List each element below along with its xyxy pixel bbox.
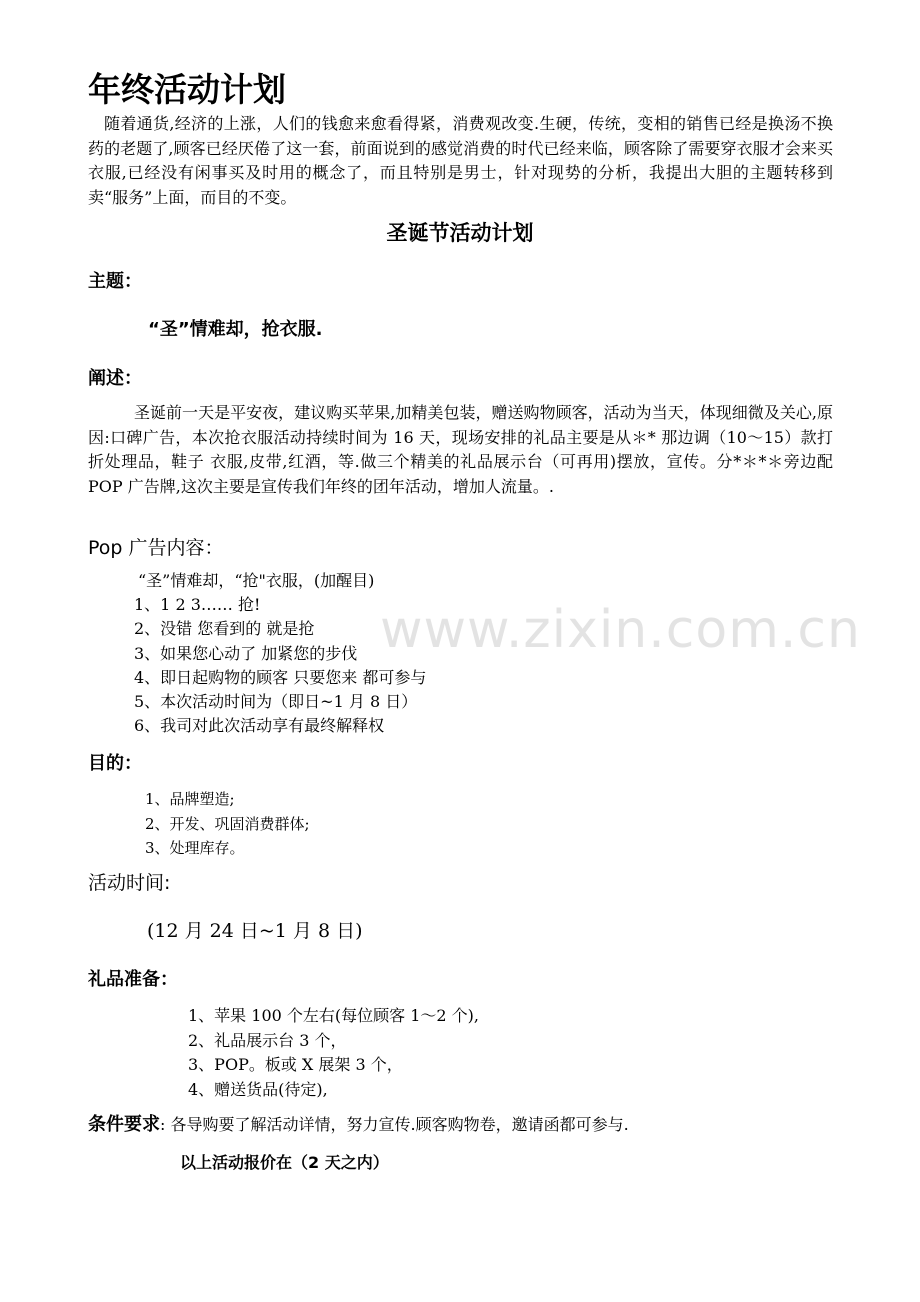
list-item: 2、礼品展示台 3 个， (188, 1030, 347, 1050)
conditions-line (88, 1112, 629, 1138)
list-item: 3、如果您心动了 加紧您的步伐 (134, 643, 358, 663)
conditions-label: 条件要求 (88, 1114, 160, 1135)
document-title: 年终活动计划 (88, 70, 286, 109)
list-item: 6、我司对此次活动享有最终解释权 (134, 716, 385, 736)
description-heading: 阐述： (88, 368, 142, 389)
list-item: 4、即日起购物的顾客 只要您来 都可参与 (134, 667, 427, 687)
list-item: 2、没错 您看到的 就是抢 (134, 619, 315, 639)
list-item: 1、1 2 3…… 抢! (134, 595, 261, 615)
list-item: 2、开发、巩固消费群体; (145, 814, 310, 833)
list-item: 1、品牌塑造; (145, 790, 235, 808)
schedule-heading: 活动时间: (88, 872, 171, 894)
list-item: 3、POP。板或 X 展架 3 个， (188, 1055, 403, 1074)
list-item: 1、苹果 100 个左右(每位顾客 1～2 个), (188, 1006, 479, 1025)
list-item: 3、处理库存。 (145, 839, 245, 857)
pop-list (134, 569, 426, 738)
section-title: 圣诞节活动计划 (386, 221, 534, 245)
goal-heading: 目的： (88, 753, 142, 774)
conditions-text: : 各导购要了解活动详情，努力宣传.顾客购物卷，邀请函都可参与. (160, 1115, 629, 1134)
description-paragraph: 圣诞前一天是平安夜，建议购买苹果,加精美包装，赠送购物顾客，活动为当天，体现细微及关心,原因:口碑广告，本次抢衣服活动持续时间为 16 天，现场安排的礼品主要是从＊* 那边调（10～15）款打折处理品，鞋子 衣服,皮带,红酒，等.做三个精美的礼品展示台（可再用)摆放，宣传。分*＊*＊旁边配 POP 广告牌,这次主要是宣传我们年终的团年活动，增加人流量。. (88, 403, 833, 496)
list-item: “圣”情难却，“抢"衣服，(加醒目) (138, 571, 375, 590)
quote-note: 以上活动报价在（2 天之内） (180, 1153, 389, 1172)
schedule-text: (12 月 24 日~1 月 8 日) (147, 920, 363, 942)
theme-text: “圣”情难却，抢衣服. (148, 319, 323, 340)
list-item: 5、本次活动时间为（即日~1 月 8 日） (134, 692, 418, 712)
watermark: www.zixin.com.cn (380, 600, 861, 660)
pop-heading: Pop 广告内容： (88, 537, 224, 559)
theme-heading: 主题： (88, 271, 142, 292)
list-item: 4、赠送货品(待定), (188, 1079, 328, 1099)
intro-paragraph: 随着通货,经济的上涨，人们的钱愈来愈看得紧，消费观改变.生硬，传统，变相的销售已经是换汤不换药的老题了,顾客已经厌倦了这一套，前面说到的感觉消费的时代已经来临，顾客除了需要穿衣服才会来买衣服,已经没有闲事买及时用的概念了，而且特别是男士，针对现势的分析，我提出大胆的主题转移到卖“服务”上面，而目的不变。 (88, 114, 833, 207)
gifts-list (188, 1004, 479, 1102)
gifts-heading: 礼品准备： (88, 969, 178, 990)
goal-list (145, 787, 310, 861)
